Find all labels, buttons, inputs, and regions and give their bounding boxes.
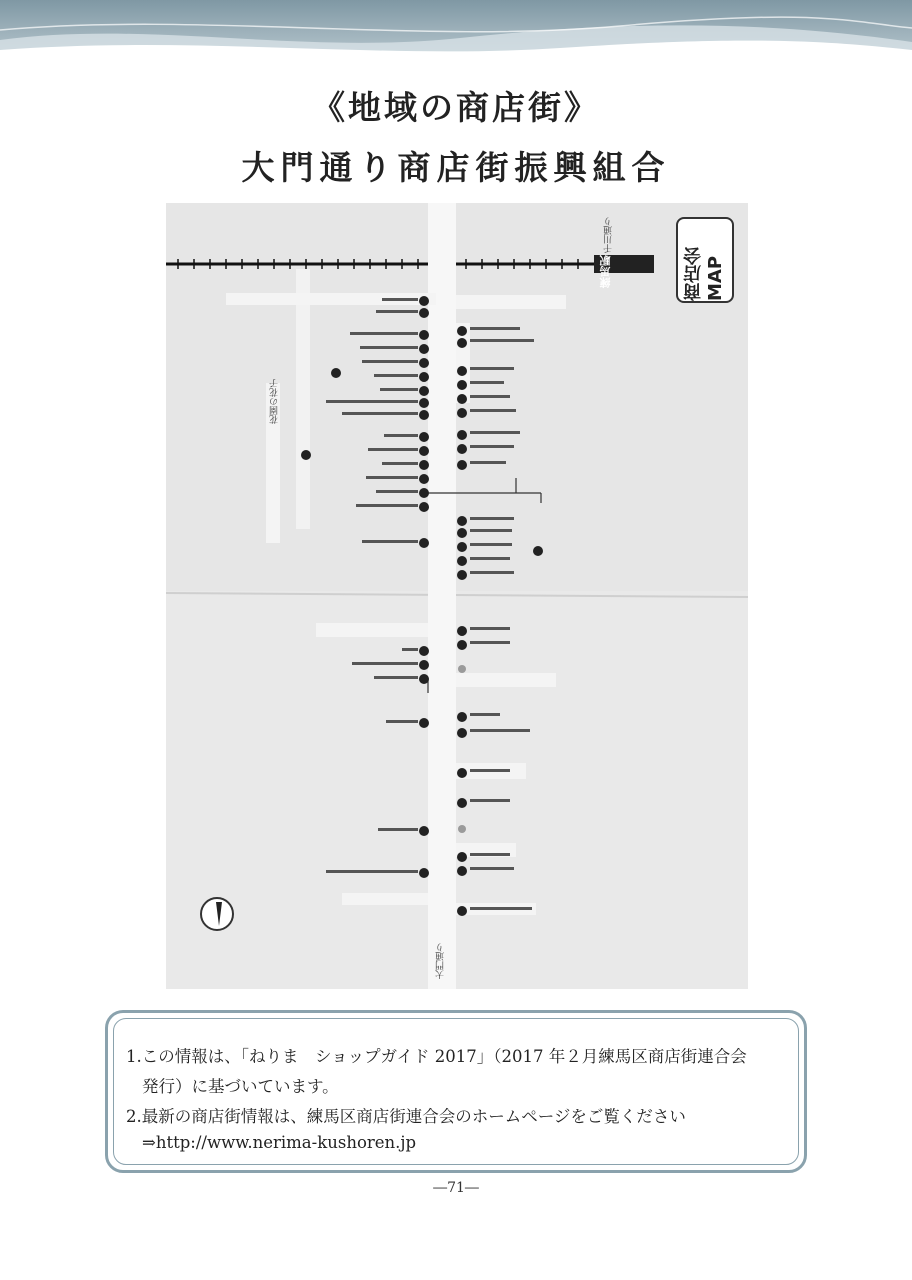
street-label-bottom: 大門通り [436,943,446,979]
note-1-continued: 発行）に基づいています。 [142,1077,339,1096]
header-wave-band [0,0,912,60]
street-label-top: 千川通り [604,217,614,253]
map-drawing [166,203,748,989]
page-number: ―71― [433,1180,479,1196]
side-street-label: 花園の花子 [270,379,280,424]
map-logo: 商店会MAP [676,217,734,303]
note-2-url[interactable]: ⇒http://www.nerima-kushoren.jp [142,1133,417,1152]
note-2: 2.最新の商店街情報は、練馬区商店街連合会のホームページをご覧ください [126,1107,686,1126]
station-label: 練馬駅 [599,255,612,288]
page-subtitle: 大門通り商店街振興組合 [241,148,671,187]
north-arrow-icon [200,897,234,931]
main-street-road [428,203,456,989]
page-title: 《地域の商店街》 [312,88,600,127]
notes-box [105,1010,807,1173]
note-1: 1.この情報は、「ねりま ショップガイド 2017」（2017 年２月練馬区商店街連合会 [126,1047,747,1066]
shopping-street-map [166,203,748,989]
